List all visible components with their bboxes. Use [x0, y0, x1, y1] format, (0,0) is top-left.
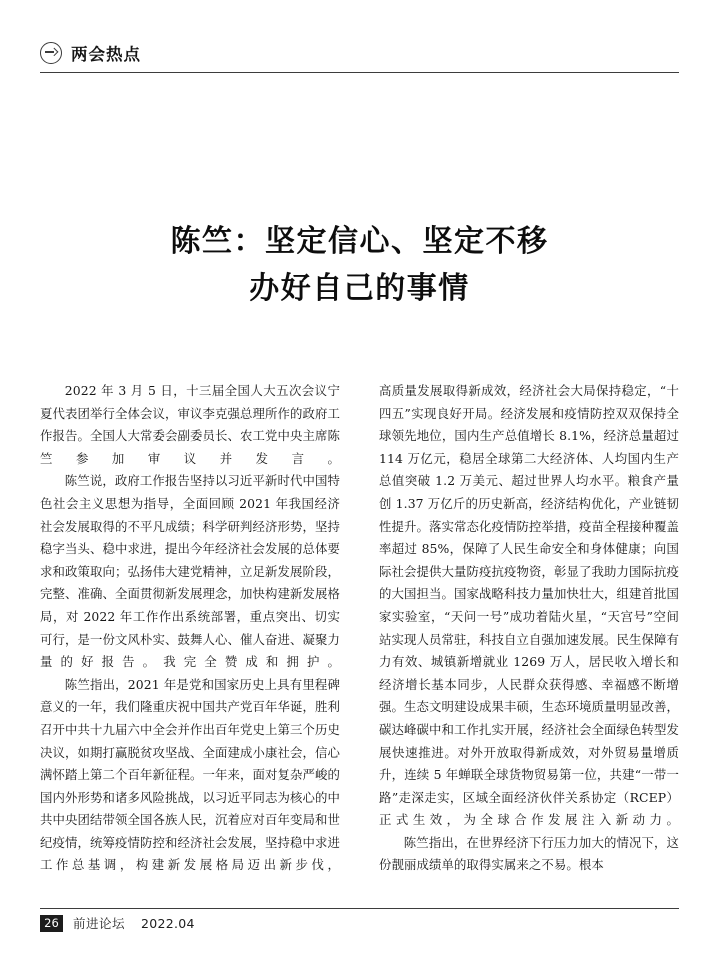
page-number: 26 — [40, 915, 63, 932]
publication-name: 前进论坛 — [73, 916, 126, 931]
paragraph: 陈竺说，政府工作报告坚持以习近平新时代中国特色社会主义思想为指导，全面回顾 2021 年我国经济社会发展取得的不平凡成绩；科学研判经济形势，坚持稳字当头、稳中求进，提出今年经济社会发展的总体要求和政策取向；弘扬伟大建党精神，立足新发展阶段，完整、准确、全面贯彻新发展理念，加快构建新发展格局，对 2022 年工作作出系统部署，重点突出、切实可行，是一份文风朴实、鼓舞人心、催人奋进、凝聚力量的好报告。我完全赞成和拥护。 — [40, 473, 340, 670]
issue-date: 2022.04 — [141, 915, 195, 931]
page-footer — [40, 910, 679, 936]
article-title-line-1: 陈竺：坚定信心、坚定不移 — [170, 224, 549, 259]
circle-arrow-right-icon — [40, 42, 62, 64]
article-title-line-2: 办好自己的事情 — [249, 271, 470, 306]
footer-divider — [40, 908, 679, 909]
paragraph: 陈竺指出，2021 年是党和国家历史上具有里程碑意义的一年，我们隆重庆祝中国共产党百年华诞，胜利召开中共十九届六中全会并作出百年党史上第三个历史决议，如期打赢脱贫攻坚战、全面建成小康社会，信心满怀踏上第二个百年新征程。一年来，面对复杂严峻的国内外形势和诸多风险挑战，以习近平同志为核心的中共中央团结带领全国各族人民，沉着应对百年变局和世纪疫情，统筹疫情防控和经济社会发展，坚持稳中求进工作总基调，构建新发展格局迈出新步伐， — [40, 676, 340, 873]
paragraph: 2022 年 3 月 5 日，十三届全国人大五次会议宁夏代表团举行全体会议，审议李克强总理所作的政府工作报告。全国人大常委会副委员长、农工党中央主席陈竺参加审议并发言。 — [40, 383, 340, 466]
left-column — [40, 380, 340, 890]
page-header — [40, 36, 679, 70]
article-title — [40, 218, 679, 312]
paragraph: 高质量发展取得新成效，经济社会大局保持稳定，“十四五”实现良好开局。经济发展和疫情防控双双保持全球领先地位，国内生产总值增长 8.1%，经济总量超过 114 万亿元，稳居全球第二大经济体、人均国内生产总值突破 1.2 万美元、超过世界人均水平。粮食产量创 1.37 万亿斤的历史新高，经济结构优化，产业链韧性提升。落实常态化疫情防控举措，疫苗全程接种覆盖率超过 85%，保障了人民生命安全和身体健康；向国际社会提供大量防疫抗疫物资，彰显了我助力国际抗疫的大国担当。国家战略科技力量加快壮大，组建首批国家实验室，“天问一号”成功着陆火星，“天宫号”空间站实现人员常驻，科技自立自强加速发展。民生保障有力有效、城镇新增就业 1269 万人，居民收入增长和经济增长基本同步，人民群众获得感、幸福感不断增强。生态文明建设成果丰硕，生态环境质量明显改善，碳达峰碳中和工作扎实开展，经济社会全面绿色转型发展快速推进。对外开放取得新成效，对外贸易量增质升，连续 5 年蝉联全球货物贸易第一位，共建“一带一路”走深走实，区域全面经济伙伴关系协定（RCEP）正式生效，为全球合作发展注入新动力。 — [379, 383, 679, 828]
article-body — [40, 380, 679, 890]
section-label: 两会热点 — [71, 45, 141, 64]
header-divider — [40, 72, 679, 73]
right-column — [379, 380, 679, 890]
paragraph: 陈竺指出，在世界经济下行压力加大的情况下，这份靓丽成绩单的取得实属来之不易。根本 — [379, 834, 679, 873]
